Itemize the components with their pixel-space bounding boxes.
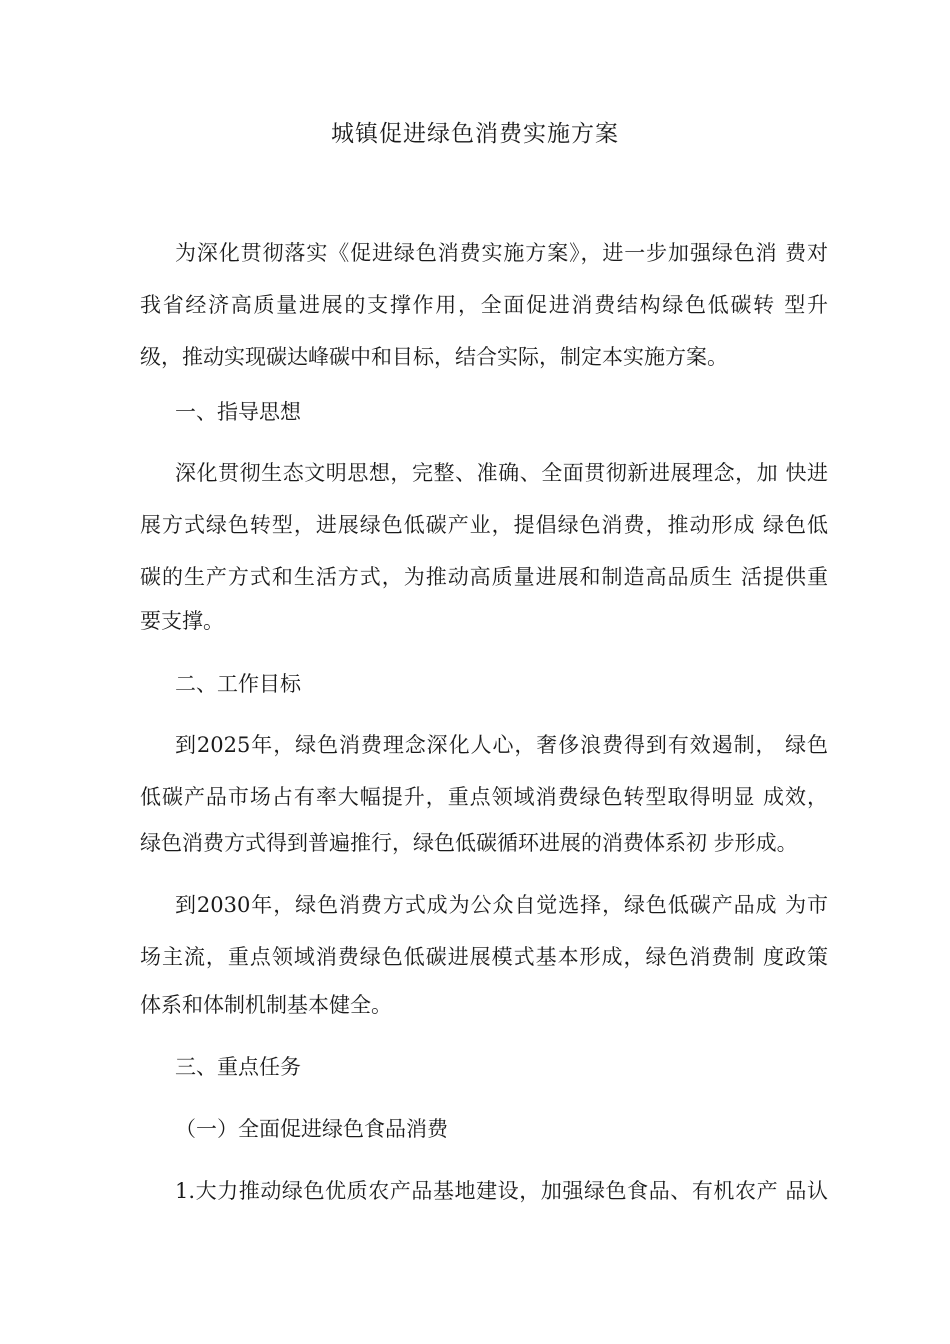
- paragraph-line: 为深化贯彻落实《促进绿色消费实施方案》，进一步加强绿色消 费对: [175, 241, 828, 265]
- paragraph-line: 到2025年，绿色消费理念深化人心，奢侈浪费得到有效遏制， 绿色: [175, 733, 828, 757]
- paragraph-line: 深化贯彻生态文明思想，完整、准确、全面贯彻新进展理念，加 快进: [175, 461, 828, 485]
- paragraph-line: 1.大力推动绿色优质农产品基地建设，加强绿色食品、有机农产 品认: [175, 1179, 828, 1203]
- paragraph-line: 要支撑。: [140, 609, 224, 633]
- paragraph-line: 到2030年，绿色消费方式成为公众自觉选择，绿色低碳产品成 为市: [175, 893, 828, 917]
- section-heading: 二、工作目标: [175, 672, 301, 696]
- section-heading: 三、重点任务: [175, 1055, 301, 1079]
- paragraph-line: 碳的生产方式和生活方式，为推动高质量进展和制造高品质生 活提供重: [140, 565, 828, 589]
- subsection-heading: （一）全面促进绿色食品消费: [175, 1117, 448, 1141]
- section-heading: 一、指导思想: [175, 400, 301, 424]
- paragraph-line: 场主流，重点领域消费绿色低碳进展模式基本形成，绿色消费制 度政策: [140, 945, 828, 969]
- paragraph-line: 级，推动实现碳达峰碳中和目标，结合实际，制定本实施方案。: [140, 345, 728, 369]
- paragraph-line: 展方式绿色转型，进展绿色低碳产业，提倡绿色消费，推动形成 绿色低: [140, 513, 828, 537]
- paragraph-line: 我省经济高质量进展的支撑作用，全面促进消费结构绿色低碳转 型升: [140, 293, 828, 317]
- paragraph-line: 体系和体制机制基本健全。: [140, 993, 392, 1017]
- paragraph-line: 绿色消费方式得到普遍推行，绿色低碳循环进展的消费体系初 步形成。: [140, 831, 798, 855]
- paragraph-line: 低碳产品市场占有率大幅提升，重点领域消费绿色转型取得明显 成效，: [140, 785, 828, 809]
- document-title: 城镇促进绿色消费实施方案: [331, 121, 619, 147]
